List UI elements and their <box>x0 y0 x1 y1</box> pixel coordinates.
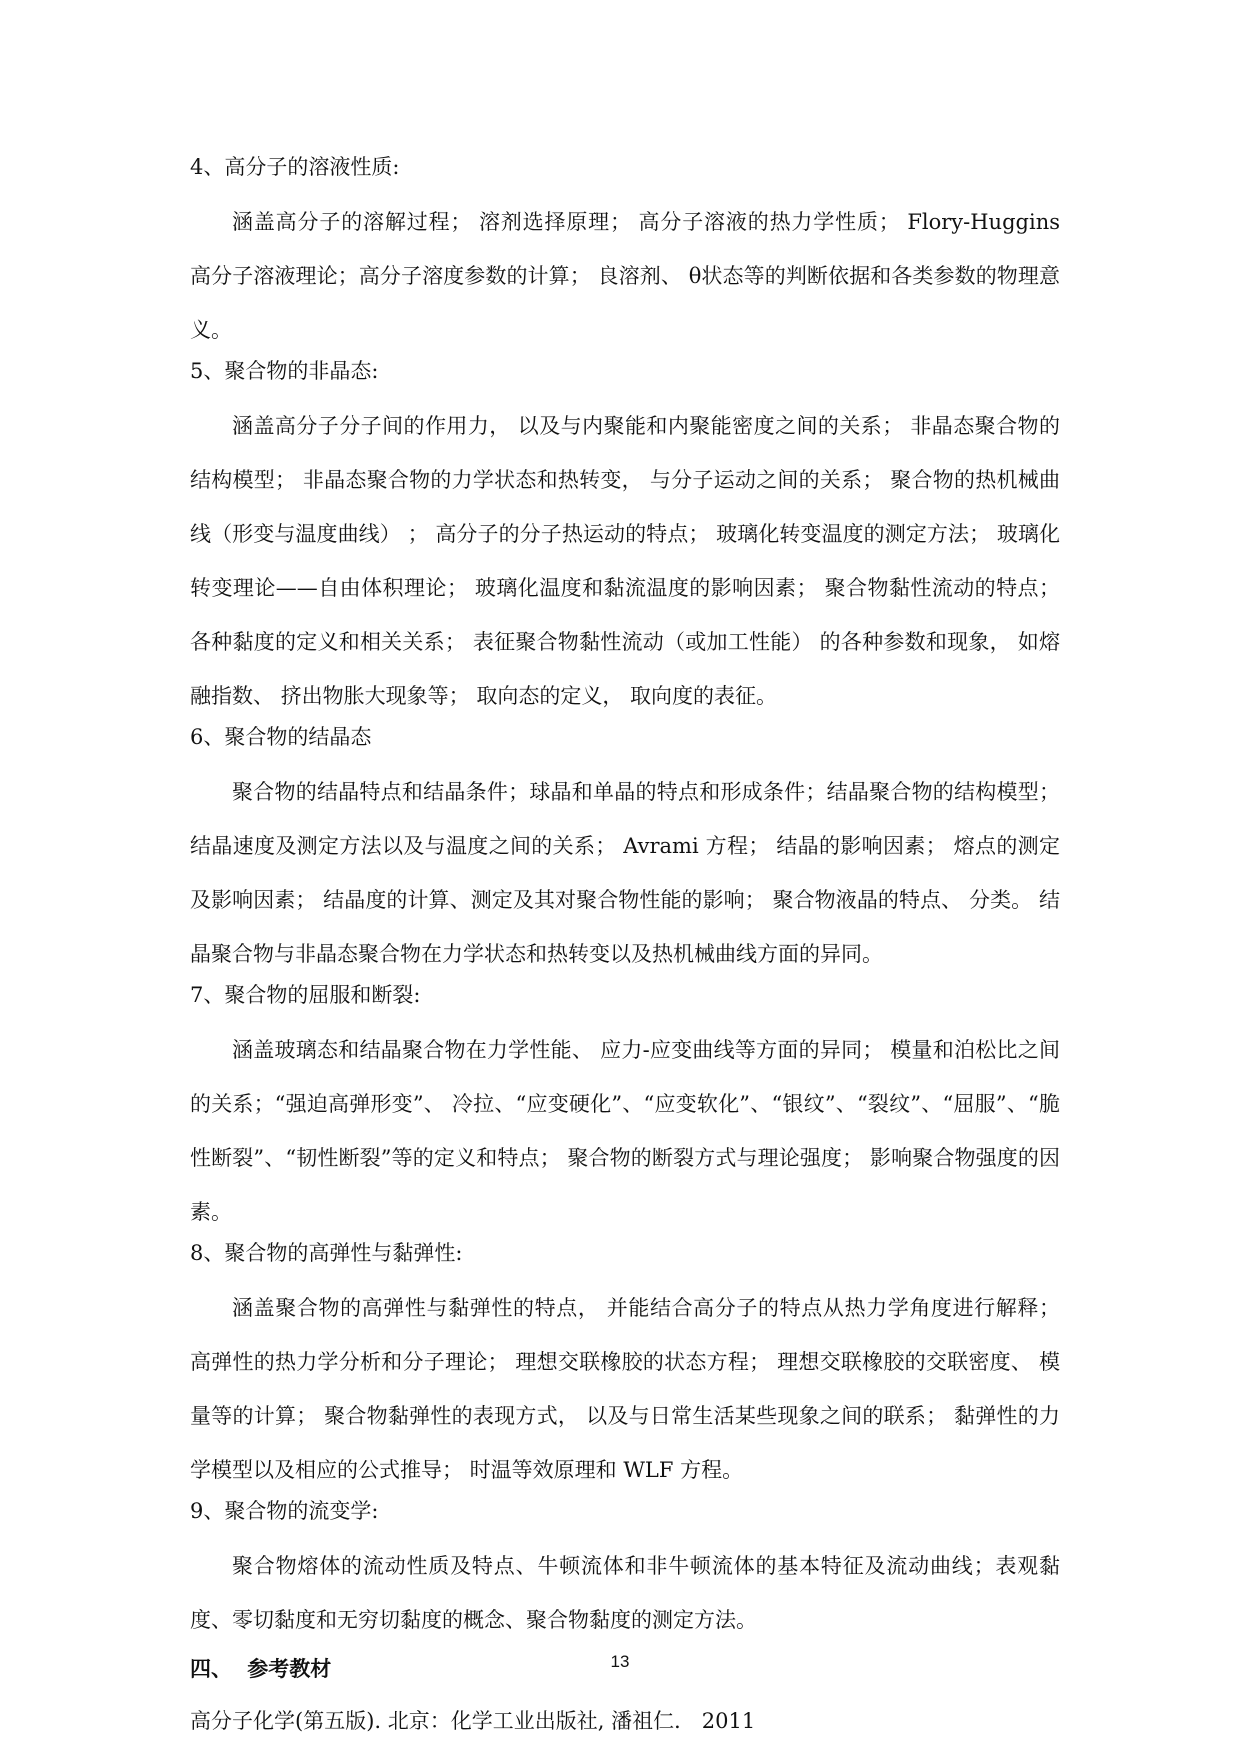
section-body: 聚合物熔体的流动性质及特点、牛顿流体和非牛顿流体的基本特征及流动曲线；表观黏度、零切黏度和无穷切黏度的概念、聚合物黏度的测定方法。 <box>190 1554 1060 1632</box>
section-heading: 8、聚合物的高弹性与黏弹性: <box>190 1241 463 1265</box>
section-heading: 4、高分子的溶液性质: <box>190 155 400 179</box>
page-number: 13 <box>610 1652 630 1671</box>
section-heading: 9、聚合物的流变学: <box>190 1499 379 1523</box>
section-heading: 6、聚合物的结晶态 <box>190 725 372 749</box>
section-8 <box>190 1238 1060 1497</box>
section-body: 涵盖高分子分子间的作用力， 以及与内聚能和内聚能密度之间的关系； 非晶态聚合物的结构模型； 非晶态聚合物的力学状态和热转变， 与分子运动之间的关系； 聚合物的热机械曲线（形变与温度曲线） ； 高分子的分子热运动的特点； 玻璃化转变温度的测定方法； 玻璃化转变理论——自由体积理论； 玻璃化温度和黏流温度的影响因素； 聚合物黏性流动的特点； 各种黏度的定义和相关关系； 表征聚合物黏性流动（或加工性能） 的各种参数和现象， 如熔融指数、 挤出物胀大现象等； 取向态的定义， 取向度的表征。 <box>190 414 1060 708</box>
section-body: 涵盖玻璃态和结晶聚合物在力学性能、 应力-应变曲线等方面的异同； 模量和泊松比之间的关系；“强迫高弹形变”、 冷拉、“应变硬化”、“应变软化”、“银纹”、“裂纹”、“屈服”、“脆性断裂”、“韧性断裂”等的定义和特点； 聚合物的断裂方式与理论强度； 影响聚合物强度的因素。 <box>190 1038 1060 1224</box>
section-heading: 7、聚合物的屈服和断裂: <box>190 983 421 1007</box>
section-6 <box>190 722 1060 981</box>
section-heading: 5、聚合物的非晶态: <box>190 359 379 383</box>
section-body: 涵盖聚合物的高弹性与黏弹性的特点， 并能结合高分子的特点从热力学角度进行解释； 高弹性的热力学分析和分子理论； 理想交联橡胶的状态方程； 理想交联橡胶的交联密度、 模量等的计算； 聚合物黏弹性的表现方式， 以及与日常生活某些现象之间的联系； 黏弹性的力学模型以及相应的公式推导； 时温等效原理和 WLF 方程。 <box>190 1296 1060 1482</box>
section-4 <box>190 152 1060 357</box>
section-body: 聚合物的结晶特点和结晶条件；球晶和单晶的特点和形成条件；结晶聚合物的结构模型；结晶速度及测定方法以及与温度之间的关系； Avrami 方程； 结晶的影响因素； 熔点的测定及影响因素； 结晶度的计算、测定及其对聚合物性能的影响； 聚合物液晶的特点、 分类。 结晶聚合物与非晶态聚合物在力学状态和热转变以及热机械曲线方面的异同。 <box>190 780 1060 966</box>
section-7 <box>190 980 1060 1239</box>
references-heading: 四、 参考教材 <box>190 1656 332 1681</box>
section-9 <box>190 1496 1060 1647</box>
reference-entry: 高分子化学(第五版). 北京：化学工业出版社, 潘祖仁． 2011 <box>190 1709 756 1733</box>
section-body: 涵盖高分子的溶解过程； 溶剂选择原理； 高分子溶液的热力学性质； Flory-Huggins 高分子溶液理论；高分子溶度参数的计算； 良溶剂、 θ状态等的判断依据和各类参数的物理意义。 <box>190 210 1060 342</box>
section-5 <box>190 356 1060 723</box>
